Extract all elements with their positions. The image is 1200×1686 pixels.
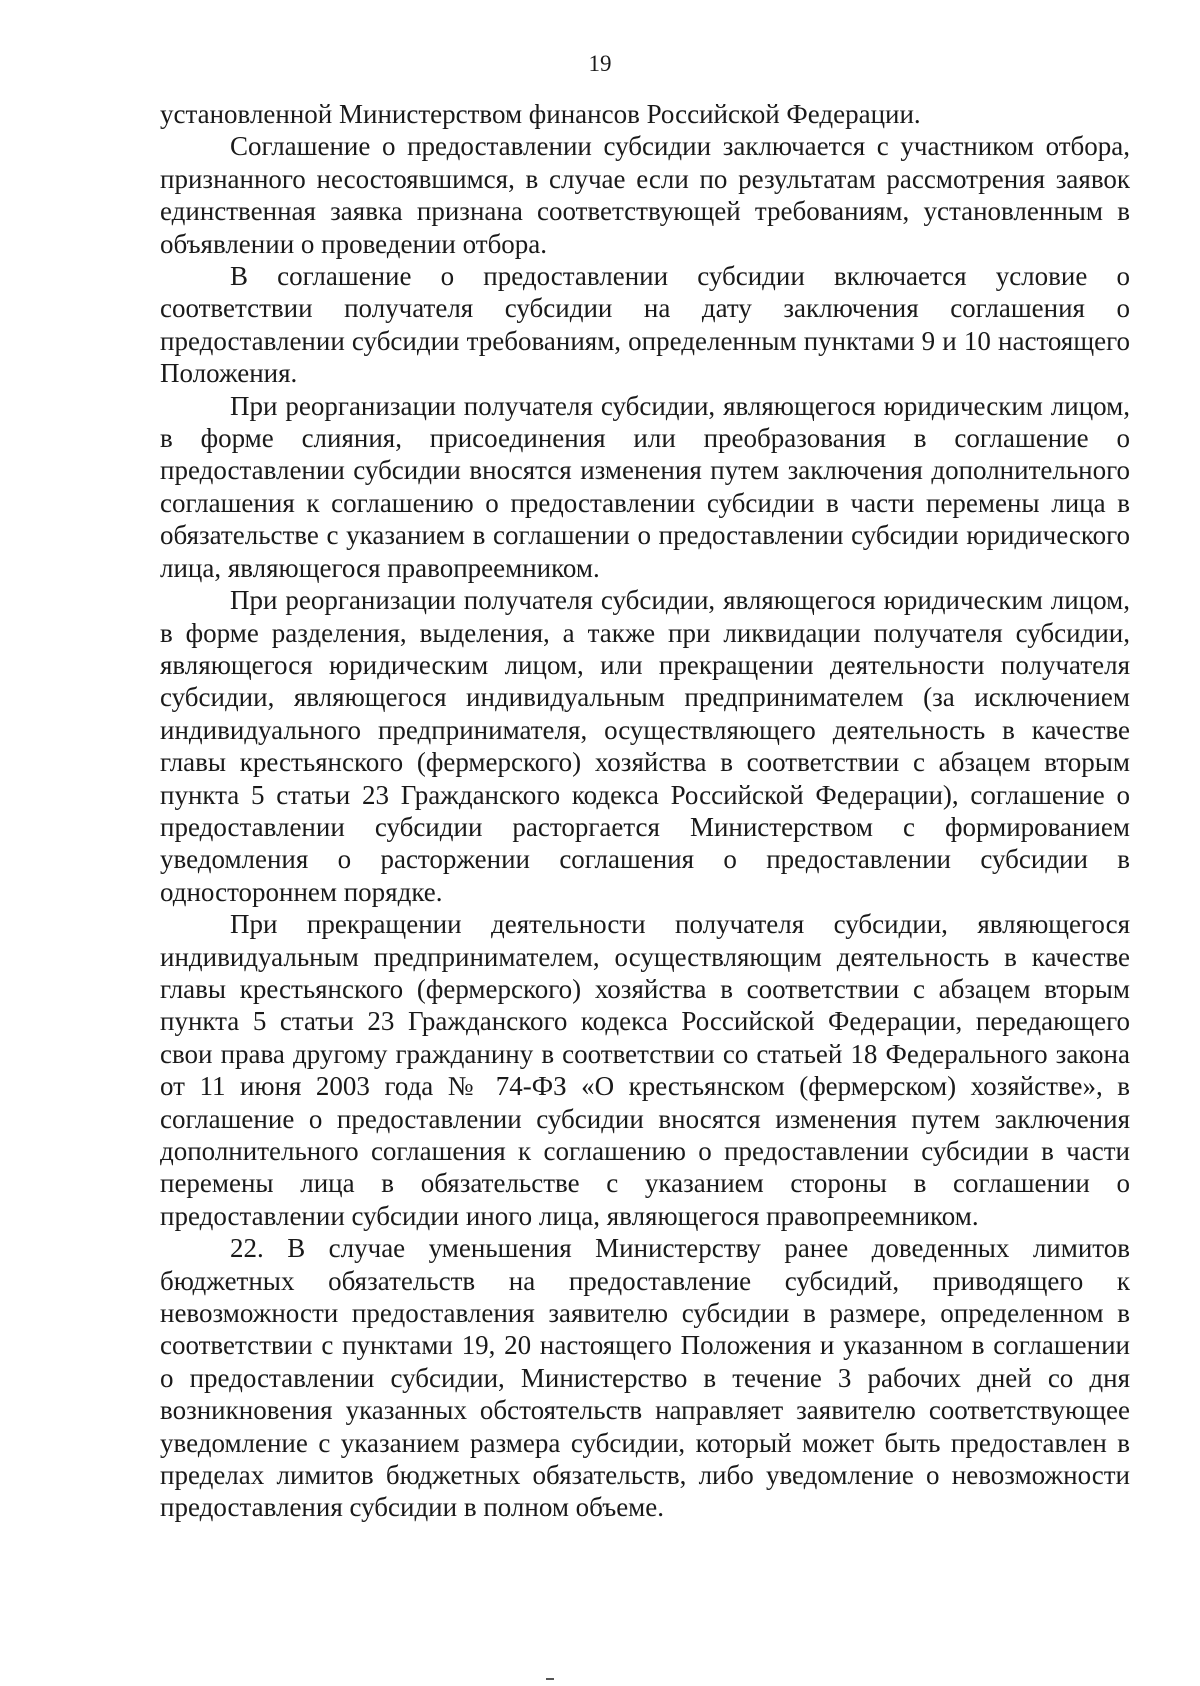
paragraph-compliance-condition: В соглашение о предоставлении субсидии включается условие о соответствии получателя субсидии на дату заключения соглашения о предоставлении субсидии требованиям, определенным пунктами 9 и 10 настоящего Положения. [160,261,1130,389]
document-body [160,98,1130,1524]
scan-mark [546,1678,554,1680]
paragraph-continuation: установленной Министерством финансов Российской Федерации. [160,99,921,129]
paragraph-farm-head-termination: При прекращении деятельности получателя субсидии, являющегося индивидуальным предпринимателем, осуществляющим деятельность в качестве главы крестьянского (фермерского) хозяйства в соответствии с абзацем вторым пункта 5 статьи 23 Гражданского кодекса Российской Федерации, передающего свои права другому гражданину в соответствии со статьей 18 Федерального закона от 11 июня 2003 года № 74-ФЗ «О крестьянском (фермерском) хозяйстве», в соглашение о предоставлении субсидии вносятся изменения путем заключения дополнительного соглашения к соглашению о предоставлении субсидии в части перемены лица в обязательстве с указанием стороны в соглашении о предоставлении субсидии иного лица, являющегося правопреемником. [160,909,1130,1231]
page-number: 19 [588,51,612,76]
paragraph-item-22: 22. В случае уменьшения Министерству ранее доведенных лимитов бюджетных обязательств на предоставление субсидий, приводящего к невозможности предоставления заявителю субсидии в размере, определенном в соответствии с пунктами 19, 20 настоящего Положения и указанном в соглашении о предоставлении субсидии, Министерство в течение 3 рабочих дней со дня возникновения указанных обстоятельств направляет заявителю соответствующее уведомление с указанием размера субсидии, который может быть предоставлен в пределах лимитов бюджетных обязательств, либо уведомление о невозможности предоставления субсидии в полном объеме. [160,1233,1130,1523]
paragraph-reorganization-division: При реорганизации получателя субсидии, являющегося юридическим лицом, в форме разделения, выделения, а также при ликвидации получателя субсидии, являющегося юридическим лицом, или прекращении деятельности получателя субсидии, являющегося индивидуальным предпринимателем (за исключением индивидуального предпринимателя, осуществляющего деятельность в качестве главы крестьянского (фермерского) хозяйства в соответствии с абзацем вторым пункта 5 статьи 23 Гражданского кодекса Российской Федерации), соглашение о предоставлении субсидии расторгается Министерством с формированием уведомления о расторжении соглашения о предоставлении субсидии в одностороннем порядке. [160,585,1130,907]
paragraph-reorganization-merger: При реорганизации получателя субсидии, являющегося юридическим лицом, в форме слияния, присоединения или преобразования в соглашение о предоставлении субсидии вносятся изменения путем заключения дополнительного соглашения к соглашению о предоставлении субсидии в части перемены лица в обязательстве с указанием в соглашении о предоставлении субсидии юридического лица, являющегося правопреемником. [160,390,1130,583]
paragraph-single-application-agreement: Соглашение о предоставлении субсидии заключается с участником отбора, признанного несостоявшимся, в случае если по результатам рассмотрения заявок единственная заявка признана соответствующей требованиям, установленным в объявлении о проведении отбора. [160,131,1130,259]
